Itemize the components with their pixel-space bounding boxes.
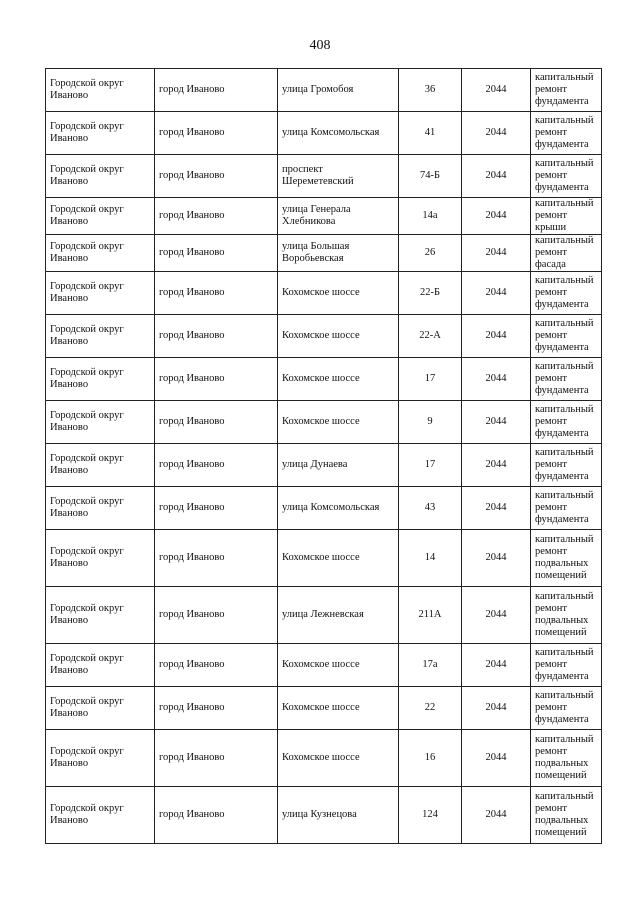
city-cell: город Иваново (155, 155, 278, 198)
street-cell: улица Кузнецова (278, 787, 399, 844)
table-row (46, 730, 602, 787)
work-type-cell: капитальный ремонт фундамента (531, 155, 602, 198)
work-type-cell: капитальный ремонт фундамента (531, 487, 602, 530)
city-cell: город Иваново (155, 315, 278, 358)
table-row (46, 272, 602, 315)
table-row (46, 198, 602, 235)
house-cell: 36 (399, 69, 462, 112)
okrug-cell: Городской округ Иваново (46, 530, 155, 587)
street-cell: улица Громобоя (278, 69, 399, 112)
year-cell: 2044 (462, 787, 531, 844)
city-cell: город Иваново (155, 644, 278, 687)
year-cell: 2044 (462, 444, 531, 487)
street-cell: Кохомское шоссе (278, 644, 399, 687)
street-cell: Кохомское шоссе (278, 315, 399, 358)
house-cell: 22-А (399, 315, 462, 358)
okrug-cell: Городской округ Иваново (46, 358, 155, 401)
okrug-cell: Городской округ Иваново (46, 687, 155, 730)
year-cell: 2044 (462, 198, 531, 235)
street-cell: улица Большая Воробьевская (278, 235, 399, 272)
city-cell: город Иваново (155, 235, 278, 272)
okrug-cell: Городской округ Иваново (46, 235, 155, 272)
okrug-cell: Городской округ Иваново (46, 730, 155, 787)
work-type-cell: капитальный ремонт фасада (531, 235, 602, 272)
house-cell: 17 (399, 358, 462, 401)
table-row (46, 687, 602, 730)
street-cell: улица Дунаева (278, 444, 399, 487)
house-cell: 14а (399, 198, 462, 235)
street-cell: улица Комсомольская (278, 487, 399, 530)
year-cell: 2044 (462, 587, 531, 644)
work-type-cell: капитальный ремонт фундамента (531, 315, 602, 358)
city-cell: город Иваново (155, 358, 278, 401)
okrug-cell: Городской округ Иваново (46, 198, 155, 235)
table-row (46, 69, 602, 112)
table-row (46, 112, 602, 155)
city-cell: город Иваново (155, 198, 278, 235)
okrug-cell: Городской округ Иваново (46, 644, 155, 687)
table-body (46, 69, 602, 844)
work-type-cell: капитальный ремонт фундамента (531, 401, 602, 444)
house-cell: 211А (399, 587, 462, 644)
house-cell: 16 (399, 730, 462, 787)
year-cell: 2044 (462, 315, 531, 358)
street-cell: улица Лежневская (278, 587, 399, 644)
okrug-cell: Городской округ Иваново (46, 315, 155, 358)
table-row (46, 787, 602, 844)
street-cell: Кохомское шоссе (278, 730, 399, 787)
work-type-cell: капитальный ремонт фундамента (531, 444, 602, 487)
okrug-cell: Городской округ Иваново (46, 587, 155, 644)
table-row (46, 358, 602, 401)
work-type-cell: капитальный ремонт подвальных помещений (531, 730, 602, 787)
table-row (46, 155, 602, 198)
work-type-cell: капитальный ремонт подвальных помещений (531, 787, 602, 844)
house-cell: 17а (399, 644, 462, 687)
okrug-cell: Городской округ Иваново (46, 112, 155, 155)
street-cell: Кохомское шоссе (278, 358, 399, 401)
street-cell: проспект Шереметевский (278, 155, 399, 198)
street-cell: Кохомское шоссе (278, 272, 399, 315)
house-cell: 74-Б (399, 155, 462, 198)
year-cell: 2044 (462, 687, 531, 730)
work-type-cell: капитальный ремонт фундамента (531, 358, 602, 401)
work-type-cell: капитальный ремонт фундамента (531, 687, 602, 730)
house-cell: 17 (399, 444, 462, 487)
house-cell: 9 (399, 401, 462, 444)
street-cell: Кохомское шоссе (278, 401, 399, 444)
repair-schedule-table (45, 68, 602, 844)
work-type-cell: капитальный ремонт фундамента (531, 112, 602, 155)
year-cell: 2044 (462, 155, 531, 198)
okrug-cell: Городской округ Иваново (46, 401, 155, 444)
table-row (46, 444, 602, 487)
city-cell: город Иваново (155, 587, 278, 644)
table-row (46, 587, 602, 644)
okrug-cell: Городской округ Иваново (46, 444, 155, 487)
city-cell: город Иваново (155, 444, 278, 487)
street-cell: улица Генерала Хлебникова (278, 198, 399, 235)
year-cell: 2044 (462, 644, 531, 687)
table-row (46, 644, 602, 687)
table-row (46, 315, 602, 358)
year-cell: 2044 (462, 358, 531, 401)
city-cell: город Иваново (155, 487, 278, 530)
okrug-cell: Городской округ Иваново (46, 69, 155, 112)
page-number: 408 (309, 38, 331, 53)
house-cell: 41 (399, 112, 462, 155)
year-cell: 2044 (462, 69, 531, 112)
house-cell: 14 (399, 530, 462, 587)
year-cell: 2044 (462, 272, 531, 315)
year-cell: 2044 (462, 112, 531, 155)
city-cell: город Иваново (155, 69, 278, 112)
city-cell: город Иваново (155, 401, 278, 444)
okrug-cell: Городской округ Иваново (46, 155, 155, 198)
table-row (46, 235, 602, 272)
city-cell: город Иваново (155, 272, 278, 315)
work-type-cell: капитальный ремонт подвальных помещений (531, 587, 602, 644)
city-cell: город Иваново (155, 787, 278, 844)
house-cell: 43 (399, 487, 462, 530)
year-cell: 2044 (462, 730, 531, 787)
work-type-cell: капитальный ремонт крыши (531, 198, 602, 235)
city-cell: город Иваново (155, 530, 278, 587)
work-type-cell: капитальный ремонт фундамента (531, 69, 602, 112)
city-cell: город Иваново (155, 687, 278, 730)
year-cell: 2044 (462, 235, 531, 272)
house-cell: 124 (399, 787, 462, 844)
city-cell: город Иваново (155, 730, 278, 787)
street-cell: Кохомское шоссе (278, 530, 399, 587)
year-cell: 2044 (462, 401, 531, 444)
work-type-cell: капитальный ремонт фундамента (531, 272, 602, 315)
year-cell: 2044 (462, 530, 531, 587)
table-row (46, 487, 602, 530)
okrug-cell: Городской округ Иваново (46, 787, 155, 844)
house-cell: 22 (399, 687, 462, 730)
okrug-cell: Городской округ Иваново (46, 272, 155, 315)
house-cell: 22-Б (399, 272, 462, 315)
work-type-cell: капитальный ремонт подвальных помещений (531, 530, 602, 587)
house-cell: 26 (399, 235, 462, 272)
street-cell: улица Комсомольская (278, 112, 399, 155)
table-row (46, 530, 602, 587)
table-row (46, 401, 602, 444)
year-cell: 2044 (462, 487, 531, 530)
city-cell: город Иваново (155, 112, 278, 155)
street-cell: Кохомское шоссе (278, 687, 399, 730)
okrug-cell: Городской округ Иваново (46, 487, 155, 530)
work-type-cell: капитальный ремонт фундамента (531, 644, 602, 687)
